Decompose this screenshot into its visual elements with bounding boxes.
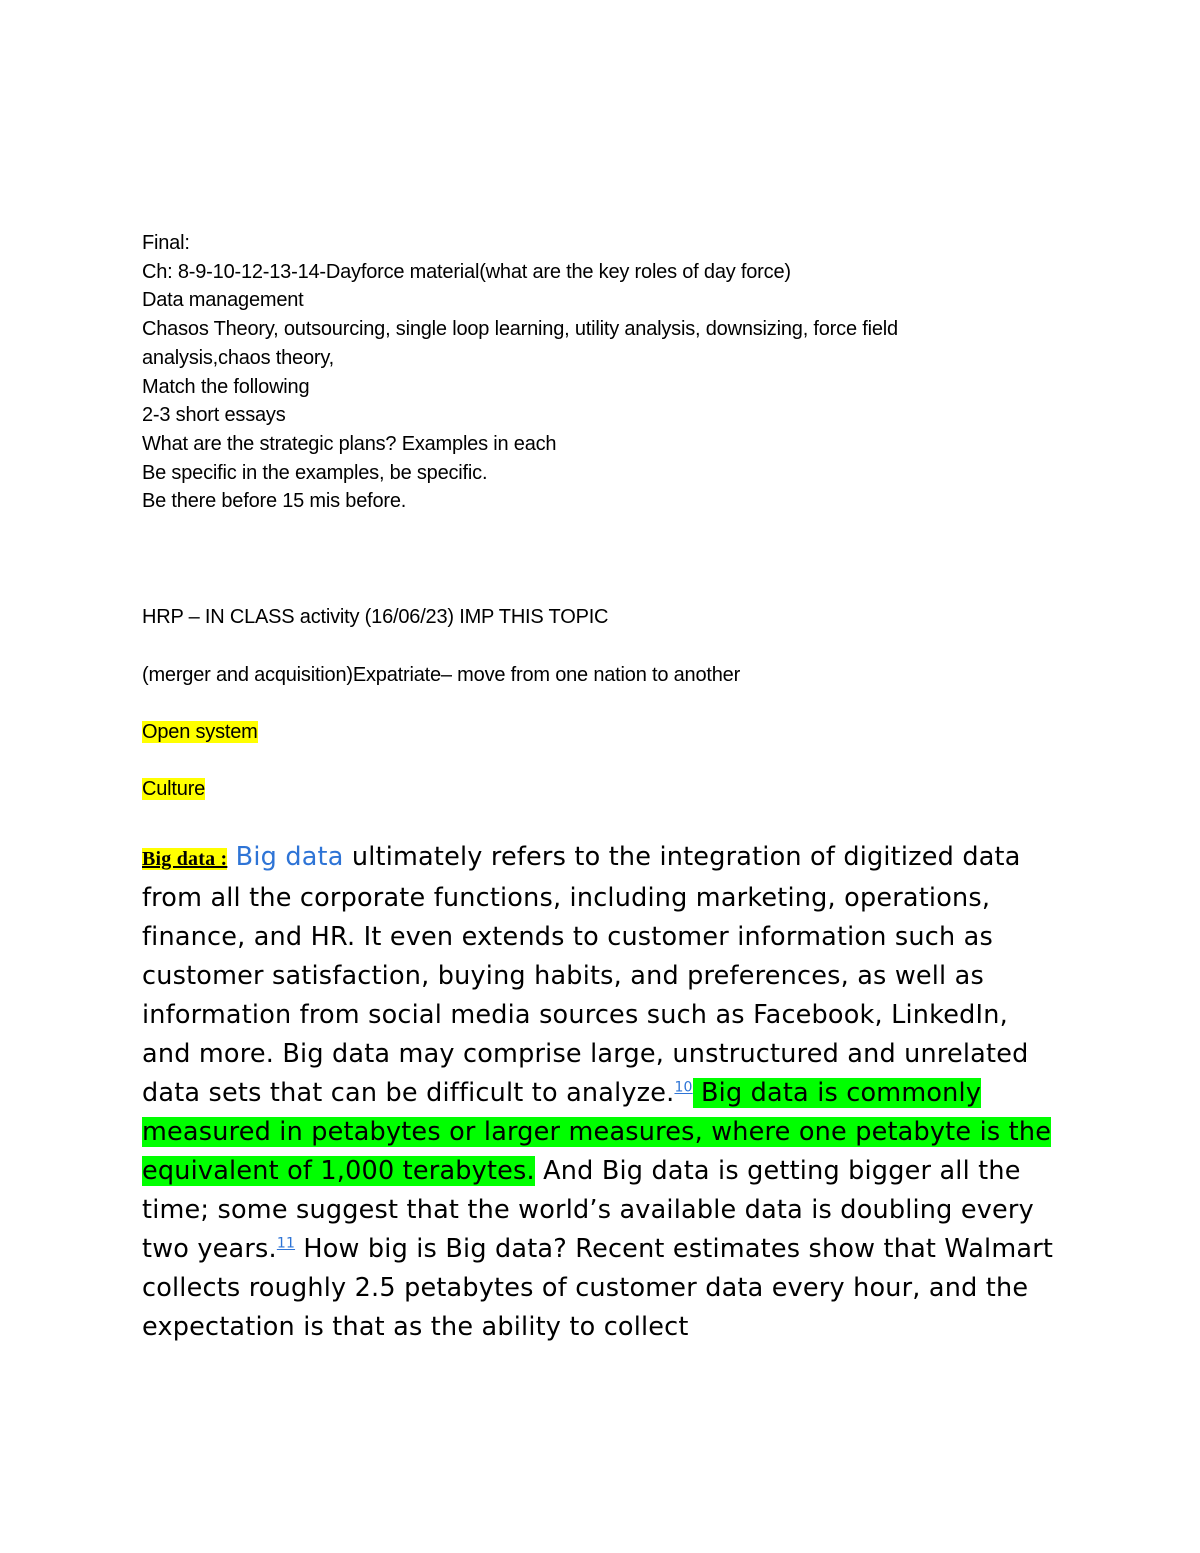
notes-line-essays: 2-3 short essays (142, 404, 286, 427)
footnote-11-link[interactable]: 11 (276, 1235, 296, 1252)
big-data-text-2: And Big data is getting bigger all the time; some suggest that the world’s available data is doubling every two years. (142, 1156, 1034, 1264)
merger-expatriate-line: (merger and acquisition)Expatriate– move from one nation to another (142, 664, 741, 686)
big-data-lead: Big data (235, 842, 344, 872)
notes-line-topics: Chasos Theory, outsourcing, single loop learning, utility analysis, downsizing, force field (142, 318, 898, 341)
notes-line-strategic-plans: What are the strategic plans? Examples in each (142, 432, 557, 455)
final-exam-notes (142, 229, 1042, 516)
notes-line-be-specific: Be specific in the examples, be specific. (142, 461, 488, 484)
notes-line-final: Final: (142, 232, 190, 254)
big-data-term: Big data : (142, 848, 228, 870)
footnote-10-link[interactable]: 10 (674, 1079, 693, 1096)
notes-line-match: Match the following (142, 375, 310, 398)
notes-line-be-there: Be there before 15 mis before. (142, 490, 407, 513)
culture-topic (142, 775, 205, 803)
big-data-text-1: ultimately refers to the integration of digitized data from all the corporate functions, including marketing, operations, finance, and HR. It even extends to customer information such as customer satisfaction, buying habits, and preferences, as well as information from social media sources such as Facebook, LinkedIn, and more. Big data may comprise large, unstructured and unrelated data sets that can be difficult to analyze. (142, 842, 1029, 1108)
big-data-paragraph (142, 838, 1057, 1347)
open-system-highlight: Open system (142, 721, 258, 743)
notes-line-chapters: Ch: 8-9-10-12-13-14-Dayforce material(what are the key roles of day force) (142, 260, 791, 283)
activity-heading: HRP – IN CLASS activity (16/06/23) IMP THIS TOPIC (142, 606, 609, 628)
notes-line-topics-continued: analysis,chaos theory, (142, 346, 334, 369)
culture-highlight: Culture (142, 778, 206, 800)
big-data-text-3: How big is Big data? Recent estimates show that Walmart collects roughly 2.5 petabytes of customer data every hour, and the expectation is that as the ability to collect (142, 1234, 1054, 1342)
notes-line-data-management: Data management (142, 289, 304, 312)
big-data-highlight: Big data is commonly measured in petabytes or larger measures, where one petabyte is the equivalent of 1,000 terabytes. (142, 1078, 1052, 1186)
open-system-topic (142, 718, 258, 746)
